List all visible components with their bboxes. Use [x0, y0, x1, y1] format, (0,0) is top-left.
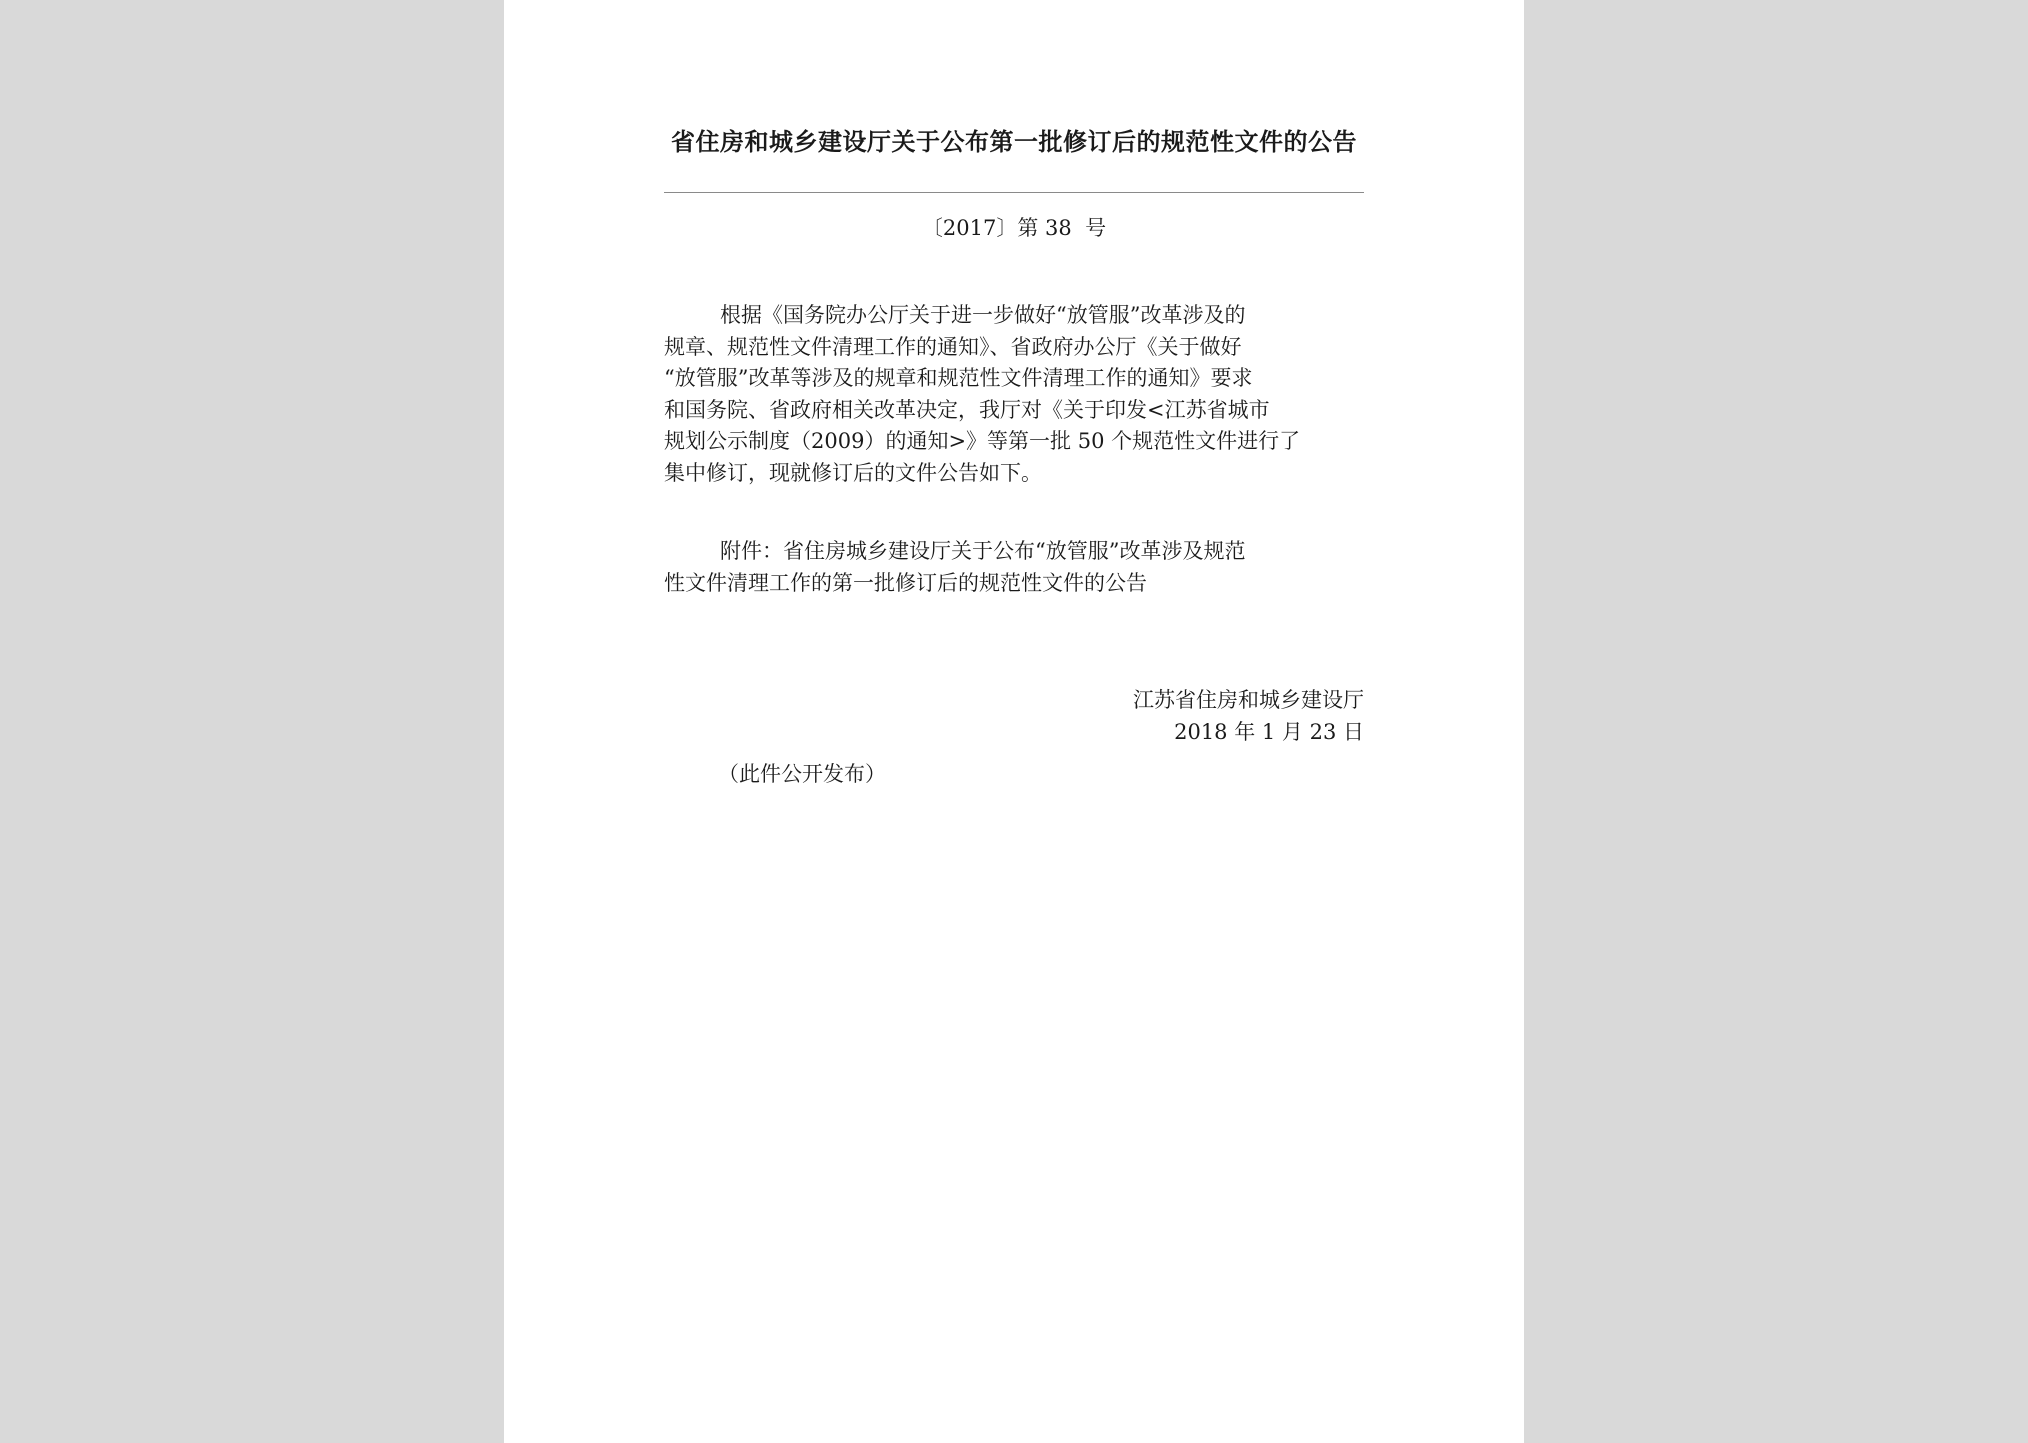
publication-note: （此件公开发布） — [718, 762, 886, 786]
paragraph-line: “放管服”改革等涉及的规章和规范性文件清理工作的通知》要求 — [664, 366, 1253, 390]
issuer-name: 江苏省住房和城乡建设厅 — [1133, 688, 1364, 712]
paragraph-line: 规划公示制度（2009）的通知>》等第一批 50 个规范性文件进行了 — [664, 429, 1301, 453]
paragraph-line: 集中修订，现就修订后的文件公告如下。 — [664, 460, 1042, 485]
document-title: 省住房和城乡建设厅关于公布第一批修订后的规范性文件的公告 — [671, 127, 1357, 156]
issue-date: 2018 年 1 月 23 日 — [1174, 720, 1364, 744]
attachment-line: 附件：省住房城乡建设厅关于公布“放管服”改革涉及规范 — [720, 539, 1246, 563]
main-paragraph — [664, 300, 1364, 489]
paragraph-line: 规章、规范性文件清理工作的通知》、省政府办公厅《关于做好 — [664, 334, 1242, 359]
document-number: 〔2017〕第 38 号 — [921, 216, 1107, 240]
attachment-line: 性文件清理工作的第一批修订后的规范性文件的公告 — [664, 570, 1147, 595]
paragraph-line: 和国务院、省政府相关改革决定，我厅对《关于印发<江苏省城市 — [664, 397, 1270, 422]
attachment-paragraph — [664, 536, 1364, 599]
document-page — [504, 0, 1524, 1443]
paragraph-line: 根据《国务院办公厅关于进一步做好“放管服”改革涉及的 — [720, 303, 1246, 327]
signature-block — [1044, 684, 1364, 748]
title-divider — [664, 192, 1364, 193]
